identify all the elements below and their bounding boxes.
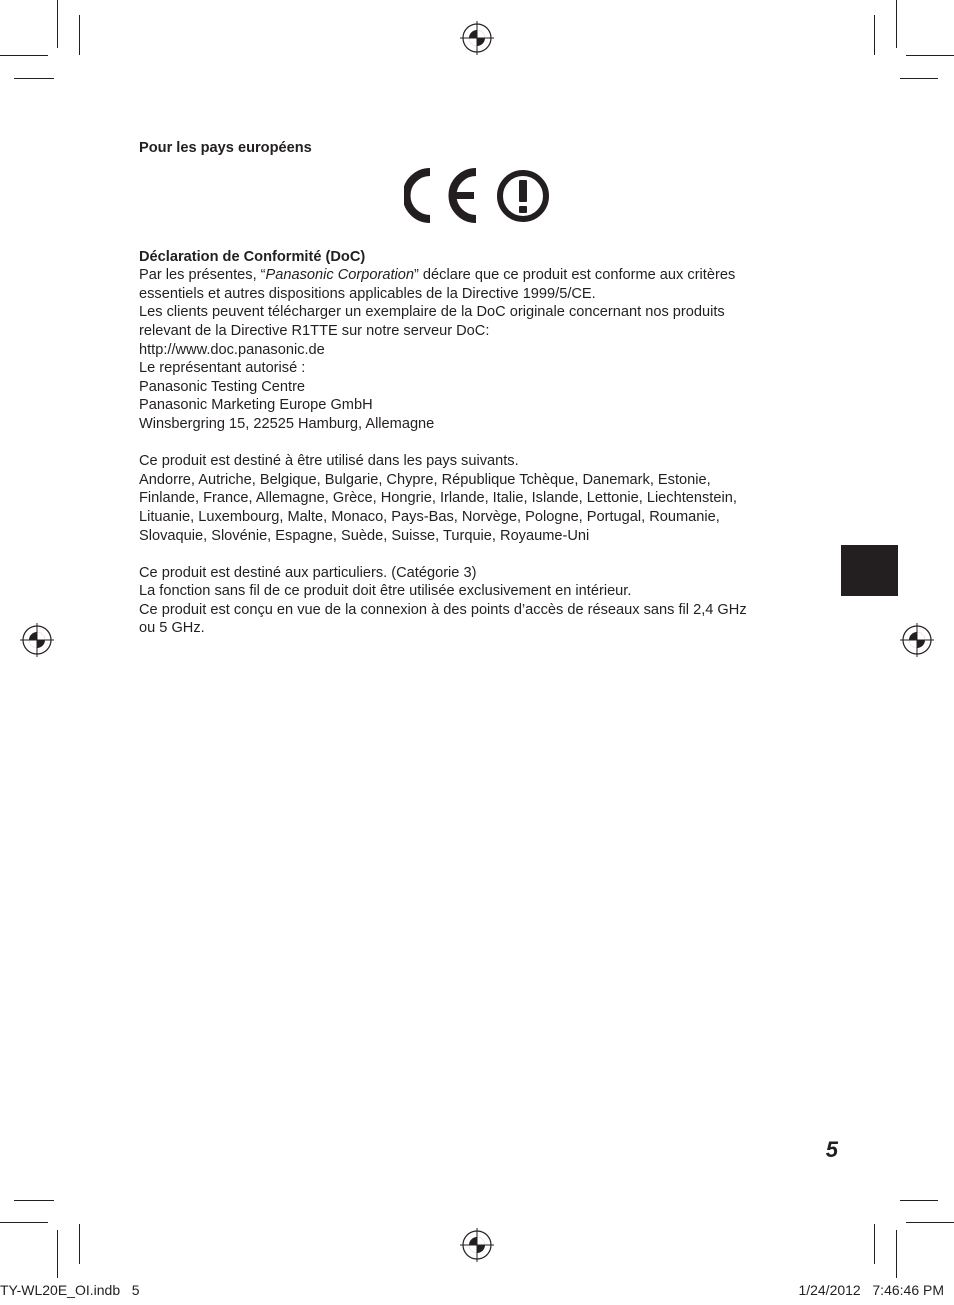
doc-line: relevant de la Directive R1TTE sur notre serveur DoC: xyxy=(139,322,490,339)
crop-mark xyxy=(14,78,54,79)
usage-line: Ce produit est conçu en vue de la connexion à des points d’accès de réseaux sans fil 2,4 GHz xyxy=(139,601,747,618)
compliance-marks xyxy=(139,167,819,225)
usage-line: La fonction sans fil de ce produit doit être utilisée exclusivement en intérieur. xyxy=(139,583,632,600)
crop-mark xyxy=(906,1222,954,1223)
crop-mark xyxy=(900,1200,938,1201)
footer-file-info: TY-WL20E_OI.indb 5 xyxy=(0,1282,140,1298)
crop-mark xyxy=(900,78,938,79)
language-tab xyxy=(841,545,898,596)
crop-mark xyxy=(57,0,58,48)
crop-mark xyxy=(79,15,80,55)
crop-mark xyxy=(906,55,954,56)
countries-line: Lituanie, Luxembourg, Malte, Monaco, Pays-Bas, Norvège, Pologne, Portugal, Roumanie, xyxy=(139,508,720,525)
crop-mark xyxy=(874,1224,875,1264)
crop-mark xyxy=(57,1230,58,1278)
doc-line xyxy=(139,266,819,285)
representative-name: Panasonic Testing Centre xyxy=(139,378,306,395)
registration-mark-icon xyxy=(460,1228,494,1262)
crop-mark xyxy=(14,1200,54,1201)
company-name: Panasonic Corporation xyxy=(265,267,415,284)
crop-mark xyxy=(896,1230,897,1278)
crop-mark xyxy=(874,15,875,55)
page-number: 5 xyxy=(825,1137,838,1162)
representative-company: Panasonic Marketing Europe GmbH xyxy=(139,397,373,414)
doc-url: http://www.doc.panasonic.de xyxy=(139,341,325,358)
crop-mark xyxy=(896,0,897,48)
registration-mark-icon xyxy=(900,623,934,657)
doc-line-prefix: Par les présentes, “ xyxy=(139,267,266,284)
countries-line: Finlande, France, Allemagne, Grèce, Hongrie, Irlande, Italie, Islande, Lettonie, Liechtenstein, xyxy=(139,490,737,507)
section-title: Pour les pays européens xyxy=(139,140,312,156)
page-content xyxy=(139,139,819,638)
usage-line: Ce produit est destiné aux particuliers. (Catégorie 3) xyxy=(139,564,477,581)
spacer xyxy=(139,545,819,564)
representative-label: Le représentant autorisé : xyxy=(139,360,306,377)
countries-line: Slovaquie, Slovénie, Espagne, Suède, Suisse, Turquie, Royaume-Uni xyxy=(139,527,590,544)
countries-line: Andorre, Autriche, Belgique, Bulgarie, Chypre, République Tchèque, Danemark, Estonie, xyxy=(139,471,711,488)
usage-line: ou 5 GHz. xyxy=(139,620,205,637)
spacer xyxy=(139,434,819,453)
ce-alert-mark-icon xyxy=(404,167,554,225)
countries-intro: Ce produit est destiné à être utilisé dans les pays suivants. xyxy=(139,453,519,470)
representative-address: Winsbergring 15, 22525 Hamburg, Allemagne xyxy=(139,415,435,432)
doc-line-suffix: ” déclare que ce produit est conforme aux critères xyxy=(414,267,736,284)
doc-line: essentiels et autres dispositions applicables de la Directive 1999/5/CE. xyxy=(139,285,596,302)
crop-mark xyxy=(0,55,48,56)
registration-mark-icon xyxy=(20,623,54,657)
doc-heading: Déclaration de Conformité (DoC) xyxy=(139,248,366,265)
crop-mark xyxy=(0,1222,48,1223)
registration-mark-icon xyxy=(460,21,494,55)
footer-timestamp: 1/24/2012 7:46:46 PM xyxy=(798,1282,944,1298)
crop-mark xyxy=(79,1224,80,1264)
doc-line: Les clients peuvent télécharger un exemplaire de la DoC originale concernant nos produits xyxy=(139,304,725,321)
